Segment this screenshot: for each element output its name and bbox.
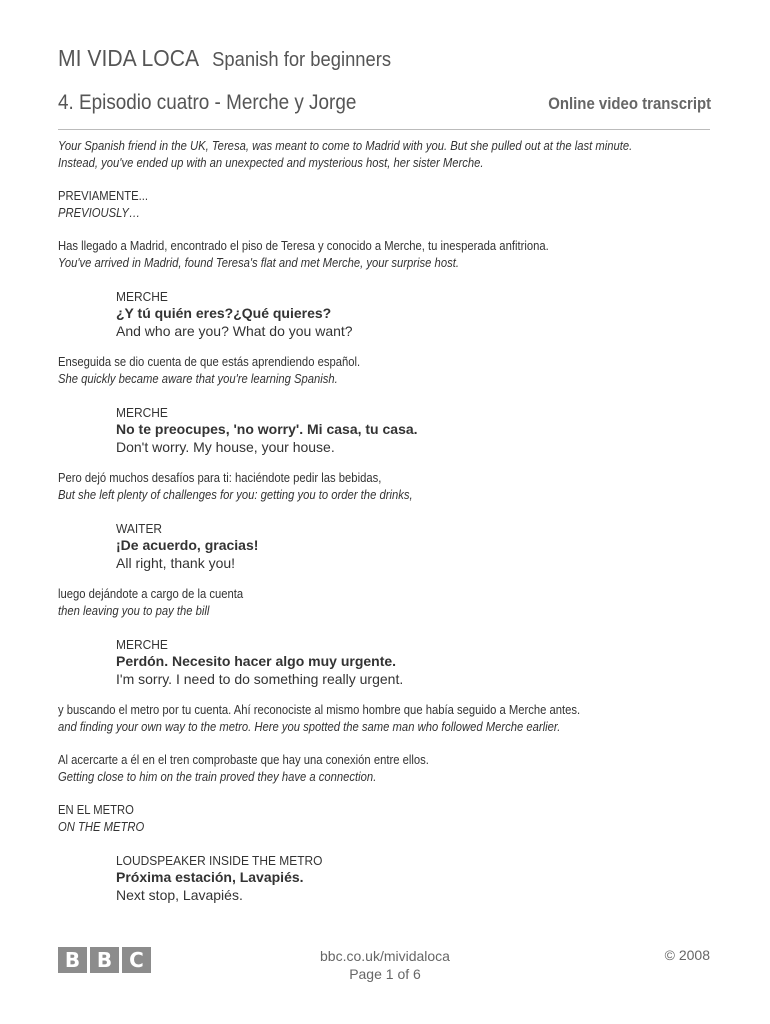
website-link[interactable]: bbc.co.uk/mividaloca: [320, 948, 450, 964]
narration-block: [58, 702, 652, 736]
narration-english: then leaving you to pay the bill: [58, 604, 210, 618]
copyright: © 2008: [664, 947, 710, 963]
narration-spanish: y buscando el metro por tu cuenta. Ahí reconociste al mismo hombre que había seguido a Merche antes.: [58, 703, 581, 717]
dialogue-spanish: ¿Y tú quién eres?¿Qué quieres?: [116, 305, 332, 321]
narration-english: and finding your own way to the metro. Here you spotted the same man who followed Merche earlier.: [58, 720, 561, 734]
narration-english: PREVIOUSLY…: [58, 206, 141, 220]
narration-spanish: PREVIAMENTE...: [58, 189, 149, 203]
dialogue-block: [116, 852, 718, 904]
page-footer: [0, 944, 770, 994]
narration-block: [58, 752, 652, 786]
narration-block: [58, 470, 652, 504]
header-title: [58, 45, 391, 72]
speaker-name: MERCHE: [116, 637, 168, 652]
episode-title: 4. Episodio cuatro - Merche y Jorge: [58, 91, 357, 114]
narration-spanish: Has llegado a Madrid, encontrado el piso de Teresa y conocido a Merche, tu inesperada anfitriona.: [58, 239, 549, 253]
dialogue-spanish: Perdón. Necesito hacer algo muy urgente.: [116, 653, 397, 669]
header-divider: [58, 129, 710, 130]
narration-block: [58, 802, 652, 836]
narration-block: [58, 354, 652, 388]
dialogue-spanish: No te preocupes, 'no worry'. Mi casa, tu casa.: [116, 421, 418, 437]
narration-english: ON THE METRO: [58, 820, 145, 834]
narration-english: Getting close to him on the train proved they have a connection.: [58, 770, 377, 784]
dialogue-english: Don't worry. My house, your house.: [116, 439, 335, 455]
narration-spanish: luego dejándote a cargo de la cuenta: [58, 587, 244, 601]
narration-block: [58, 586, 652, 620]
speaker-name: MERCHE: [116, 289, 168, 304]
narration-english: But she left plenty of challenges for you: getting you to order the drinks,: [58, 488, 413, 502]
series-title: MI VIDA LOCA: [58, 45, 200, 71]
intro-paragraph: [58, 138, 652, 172]
intro-line-2: Instead, you've ended up with an unexpected and mysterious host, her sister Merche.: [58, 156, 484, 170]
series-subtitle: Spanish for beginners: [212, 49, 392, 71]
narration-spanish: EN EL METRO: [58, 803, 134, 817]
logo-letter-b: B: [90, 947, 119, 973]
intro-line-1: Your Spanish friend in the UK, Teresa, was meant to come to Madrid with you. But she pulled out at the last minute.: [58, 139, 633, 153]
narration-spanish: Pero dejó muchos desafíos para ti: haciéndote pedir las bebidas,: [58, 471, 382, 485]
narration-english: She quickly became aware that you're learning Spanish.: [58, 372, 338, 386]
dialogue-block: [116, 404, 718, 456]
speaker-name: LOUDSPEAKER INSIDE THE METRO: [116, 853, 323, 868]
narration-block: [58, 238, 652, 272]
narration-spanish: Enseguida se dio cuenta de que estás aprendiendo español.: [58, 355, 361, 369]
logo-letter-b: B: [58, 947, 87, 973]
transcript-content: [58, 138, 718, 918]
transcript-label: Online video transcript: [548, 94, 711, 113]
dialogue-spanish: ¡De acuerdo, gracias!: [116, 537, 259, 553]
narration-english: You've arrived in Madrid, found Teresa's flat and met Merche, your surprise host.: [58, 256, 459, 270]
footer-center: [0, 947, 770, 983]
dialogue-block: [116, 636, 718, 688]
speaker-name: WAITER: [116, 521, 163, 536]
dialogue-english: I'm sorry. I need to do something really urgent.: [116, 671, 404, 687]
dialogue-english: And who are you? What do you want?: [116, 323, 353, 339]
speaker-name: MERCHE: [116, 405, 168, 420]
dialogue-english: All right, thank you!: [116, 555, 236, 571]
narration-block: [58, 188, 652, 222]
dialogue-block: [116, 520, 718, 572]
dialogue-spanish: Próxima estación, Lavapiés.: [116, 869, 304, 885]
dialogue-english: Next stop, Lavapiés.: [116, 887, 243, 903]
narration-spanish: Al acercarte a él en el tren comprobaste que hay una conexión entre ellos.: [58, 753, 429, 767]
logo-letter-c: C: [122, 947, 151, 973]
dialogue-block: [116, 288, 718, 340]
page-number: Page 1 of 6: [349, 966, 421, 982]
